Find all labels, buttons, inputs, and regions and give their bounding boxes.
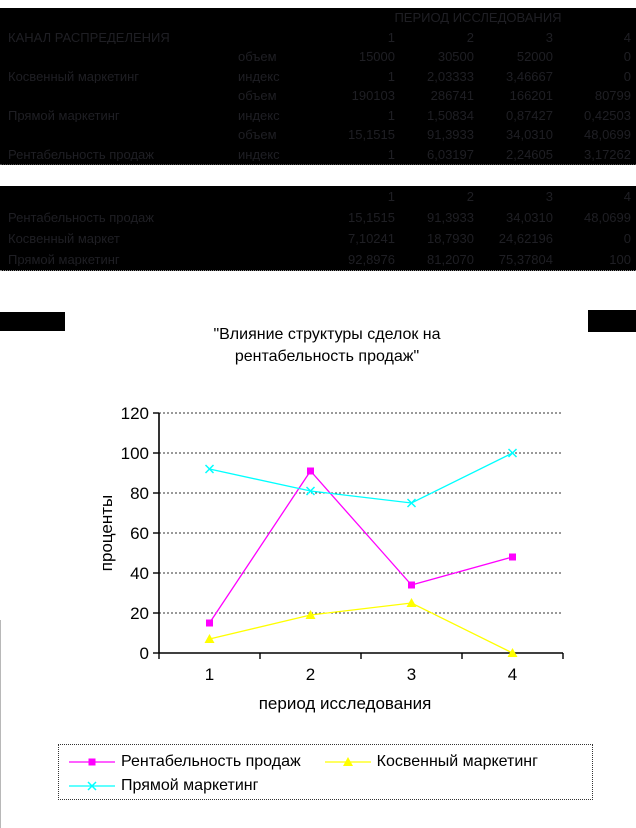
table-row (0, 47, 636, 67)
value-cell: 80799 (594, 89, 631, 103)
x-tick-label: 2 (305, 665, 316, 684)
value-cell: 0,42503 (584, 108, 631, 122)
table-row (0, 186, 636, 207)
row-type: индекс (238, 108, 280, 122)
metric-name: Прямой маркетинг (8, 108, 120, 122)
value-cell: 24,62196 (498, 232, 553, 245)
value-cell: 91,3933 (427, 211, 474, 224)
value-cell: 30500 (437, 50, 474, 64)
period-number: 1 (387, 30, 395, 44)
value-cell: 7,10241 (348, 232, 395, 245)
metric-name: Рентабельность продаж (8, 211, 154, 224)
value-cell: 6,03197 (427, 147, 474, 161)
value-cell: 48,0699 (584, 211, 631, 224)
chart-title (18, 324, 636, 368)
legend-label: Прямой маркетинг (121, 777, 259, 794)
value-cell: 0,87427 (506, 108, 553, 122)
row-type: индекс (238, 147, 280, 161)
chart-title-line2: рентабельность продаж" (234, 348, 420, 365)
y-tick-label: 80 (130, 484, 149, 503)
y-tick-label: 20 (130, 604, 149, 623)
value-cell: 91,3933 (427, 128, 474, 142)
value-cell: 81,2070 (427, 253, 474, 266)
table-row (0, 125, 636, 145)
period-number: 4 (623, 30, 631, 44)
y-tick-label: 40 (130, 564, 149, 583)
legend-marker-triangle-icon (325, 755, 371, 769)
channel-distribution-table (0, 8, 636, 165)
series-line (210, 471, 513, 623)
value-cell: 1 (387, 69, 395, 83)
y-tick-label: 0 (139, 644, 149, 663)
value-cell: 34,0310 (506, 128, 553, 142)
table-row (0, 28, 636, 48)
line-chart (0, 395, 636, 735)
square-marker (206, 620, 213, 627)
value-cell: 190103 (351, 89, 395, 103)
square-marker (509, 554, 516, 561)
period-number: 3 (545, 190, 553, 203)
x-tick-label: 1 (204, 665, 215, 684)
value-cell: 0 (623, 50, 631, 64)
y-tick-label: 120 (120, 404, 149, 423)
legend-label: Рентабельность продаж (121, 753, 301, 770)
legend-entry (69, 777, 258, 795)
period-number: 2 (466, 190, 474, 203)
table-row (0, 67, 636, 87)
table-row (0, 145, 636, 165)
y-axis-label: проценты (97, 494, 116, 572)
table-row (0, 207, 636, 228)
y-tick-label: 100 (120, 444, 149, 463)
series-line (210, 453, 513, 503)
metric-name: Прямой маркетинг (8, 253, 120, 266)
value-cell: 1 (387, 147, 395, 161)
value-cell: 3,17262 (584, 147, 631, 161)
x-axis-label: период исследования (258, 694, 432, 713)
table-row (0, 249, 636, 270)
metric-name: Косвенный маркет (8, 232, 120, 245)
period-number: 2 (466, 30, 474, 44)
table-row (0, 228, 636, 249)
period-number: 4 (623, 190, 631, 203)
channel-header: КАНАЛ РАСПРЕДЕЛЕНИЯ (8, 30, 170, 44)
metric-name: Рентабельность продаж (8, 147, 154, 161)
value-cell: 286741 (430, 89, 474, 103)
legend-marker-square-icon (69, 755, 115, 769)
period-header: ПЕРИОД ИССЛЕДОВАНИЯ (394, 11, 562, 25)
series-line (210, 603, 513, 653)
chart-legend (58, 744, 593, 800)
value-cell: 52000 (516, 50, 553, 64)
legend-entry (325, 753, 538, 771)
chart-title-line1: "Влияние структуры сделок на (213, 326, 441, 343)
period-number: 1 (387, 190, 395, 203)
legend-label: Косвенный маркетинг (376, 753, 538, 770)
legend-row (69, 774, 582, 798)
x-tick-label: 4 (507, 665, 518, 684)
value-cell: 1 (387, 108, 395, 122)
y-tick-label: 60 (130, 524, 149, 543)
square-marker (408, 582, 415, 589)
legend-entry (69, 753, 301, 771)
legend-row (69, 750, 582, 774)
row-type: объем (238, 89, 277, 103)
table-row (0, 106, 636, 126)
row-type: объем (238, 50, 277, 64)
value-cell: 15000 (358, 50, 395, 64)
value-cell: 166201 (509, 89, 553, 103)
value-cell: 48,0699 (584, 128, 631, 142)
row-type: индекс (238, 69, 280, 83)
triangle-marker (407, 598, 417, 607)
x-tick-label: 3 (406, 665, 417, 684)
table-row (0, 8, 636, 28)
metric-name: Косвенный маркетинг (8, 69, 140, 83)
value-cell: 2,03333 (427, 69, 474, 83)
legend-marker-x-icon (69, 779, 115, 793)
square-marker (307, 468, 314, 475)
value-cell: 0 (623, 232, 631, 245)
value-cell: 34,0310 (506, 211, 553, 224)
row-type: объем (238, 128, 277, 142)
value-cell: 15,1515 (348, 211, 395, 224)
period-number: 3 (545, 30, 553, 44)
value-cell: 15,1515 (348, 128, 395, 142)
value-cell: 1,50834 (427, 108, 474, 122)
value-cell: 3,46667 (506, 69, 553, 83)
value-cell: 92,8976 (348, 253, 395, 266)
value-cell: 18,7930 (427, 232, 474, 245)
value-cell: 0 (623, 69, 631, 83)
table-row (0, 86, 636, 106)
shares-table (0, 186, 636, 271)
value-cell: 2,24605 (506, 147, 553, 161)
value-cell: 100 (609, 253, 631, 266)
value-cell: 75,37804 (498, 253, 553, 266)
